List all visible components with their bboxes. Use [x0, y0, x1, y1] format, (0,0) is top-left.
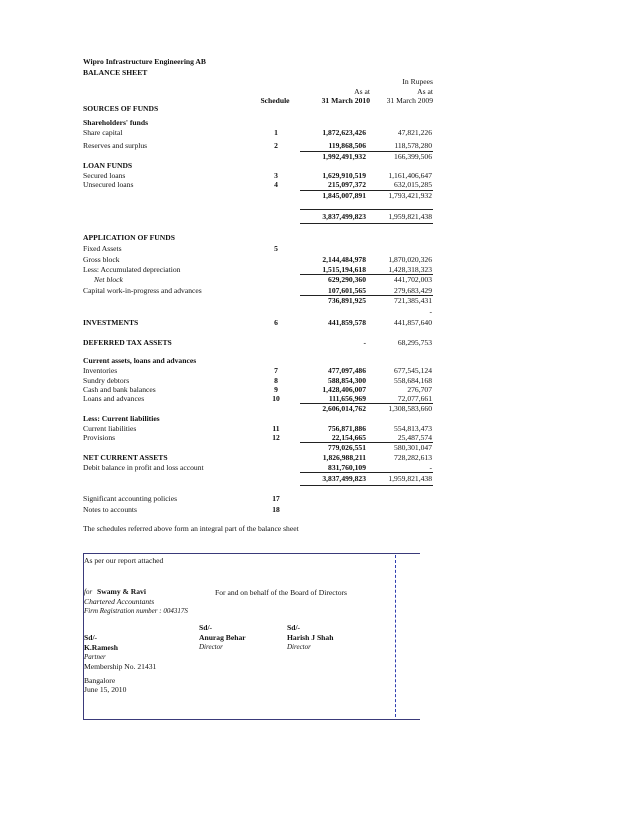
row-label: DEFERRED TAX ASSETS [83, 338, 172, 347]
schedule-header: Schedule [260, 96, 290, 105]
row-prior: 441,857,640 [394, 318, 432, 327]
row-current: 629,290,360 [328, 275, 366, 284]
membership-number: Membership No. 21431 [84, 662, 157, 671]
row-prior: 47,821,226 [397, 128, 432, 137]
row-prior: 279,683,429 [394, 286, 432, 295]
row-current: 119,868,506 [328, 141, 366, 150]
row-current: 736,891,925 [328, 296, 366, 305]
row-schedule: 4 [274, 180, 278, 189]
partner-role: Partner [84, 653, 106, 661]
row-schedule: 8 [274, 376, 278, 385]
document-title: BALANCE SHEET [83, 68, 148, 77]
loan-funds-heading: LOAN FUNDS [83, 161, 133, 170]
row-label: Cash and bank balances [83, 385, 156, 394]
date-prior-header: 31 March 2009 [386, 96, 433, 105]
company-name: Wipro Infrastructure Engineering AB [83, 57, 206, 66]
signature-box [83, 553, 420, 720]
row-prior: 1,870,020,326 [388, 255, 432, 264]
for-word: for [84, 588, 93, 596]
row-schedule: 12 [272, 433, 280, 442]
row-prior: 1,793,421,932 [388, 191, 432, 200]
row-schedule: 11 [272, 424, 280, 433]
row-label: Share capital [83, 128, 123, 137]
partner-name: K.Ramesh [84, 643, 118, 652]
row-current: 1,826,988,211 [322, 453, 366, 462]
row-label: Provisions [83, 433, 116, 442]
row-current: 2,144,484,978 [322, 255, 366, 264]
row-prior: 554,813,473 [394, 424, 432, 433]
row-schedule: 3 [274, 171, 278, 180]
row-prior: 580,301,047 [394, 443, 432, 452]
firm-name: Swamy & Ravi [97, 587, 146, 596]
report-attached: As per our report attached [84, 556, 164, 565]
row-current: 1,428,406,007 [322, 385, 366, 394]
row-label: Inventories [83, 366, 118, 375]
shareholders-heading: Shareholders' funds [83, 118, 149, 127]
row-current: 1,629,910,519 [322, 171, 366, 180]
row-prior: 1,428,318,323 [388, 265, 432, 274]
row-schedule: 7 [274, 366, 278, 375]
row-label: Debit balance in profit and loss account [83, 463, 204, 472]
director1-name: Anurag Behar [199, 633, 246, 642]
row-current: 779,026,551 [328, 443, 366, 452]
row-current: 441,859,578 [328, 318, 366, 327]
row-label: Secured loans [83, 171, 126, 180]
director2-name: Harish J Shah [287, 633, 334, 642]
row-prior: 721,385,431 [394, 296, 432, 305]
row-current: 477,097,486 [328, 366, 366, 375]
date-current-header: 31 March 2010 [321, 96, 370, 105]
sources-heading: SOURCES OF FUNDS [83, 104, 159, 113]
row-label: Net block [94, 275, 123, 284]
row-schedule: 10 [272, 394, 280, 403]
row-prior: - [429, 463, 432, 472]
row-label: Reserves and surplus [83, 141, 148, 150]
chartered-accountants: Chartered Accountants [84, 597, 155, 606]
row-label: Unsecured loans [83, 180, 134, 189]
row-label: Fixed Assets [83, 244, 122, 253]
row-prior: 68,295,753 [397, 338, 432, 347]
partner-sd: Sd/- [84, 633, 98, 642]
row-prior: 728,282,613 [394, 453, 432, 462]
row-current: 3,837,499,823 [322, 474, 366, 483]
divider [300, 209, 433, 210]
row-current: 107,601,565 [328, 286, 366, 295]
row-schedule: 5 [274, 244, 278, 253]
director1-sd: Sd/- [199, 623, 213, 632]
director1-role: Director [199, 643, 223, 651]
row-prior: 1,959,821,438 [388, 212, 432, 221]
row-prior: 72,077,661 [397, 394, 432, 403]
row-current: 588,854,300 [328, 376, 366, 385]
row-schedule: 9 [274, 385, 278, 394]
row-current: 22,154,665 [331, 433, 366, 442]
row-prior: 166,399,506 [394, 152, 432, 161]
row-current: 1,845,007,891 [322, 191, 366, 200]
application-heading: APPLICATION OF FUNDS [83, 233, 175, 242]
row-current: 831,760,109 [328, 463, 366, 472]
director2-role: Director [287, 643, 311, 651]
row-prior: 1,959,821,438 [388, 474, 432, 483]
divider [300, 223, 433, 224]
row-label: Significant accounting policies [83, 494, 178, 503]
row-prior: 632,015,285 [394, 180, 432, 189]
divider [300, 485, 433, 486]
row-current: - [363, 338, 366, 347]
row-prior: 441,702,003 [394, 275, 432, 284]
row-current: 1,872,623,426 [322, 128, 366, 137]
row-label: Capital work-in-progress and advances [83, 286, 202, 295]
integral-note: The schedules referred above form an integral part of the balance sheet [83, 524, 299, 533]
board-note: For and on behalf of the Board of Directors [215, 588, 348, 597]
row-prior: 1,308,583,660 [388, 404, 432, 413]
row-label: Loans and advances [83, 394, 145, 403]
row-label: Sundry debtors [83, 376, 130, 385]
row-prior: 558,684,168 [394, 376, 432, 385]
registration-number: Firm Registration number : 004317S [84, 607, 188, 615]
place: Bangalore [84, 676, 116, 685]
row-schedule: 18 [272, 505, 280, 514]
row-current: 215,097,372 [328, 180, 366, 189]
as-at-current-label: As at [354, 87, 370, 96]
row-label: INVESTMENTS [83, 318, 139, 327]
director2-sd: Sd/- [287, 623, 301, 632]
row-current: 756,871,886 [328, 424, 366, 433]
row-current: 1,992,491,932 [322, 152, 366, 161]
row-current: 2,606,014,762 [322, 404, 366, 413]
row-schedule: 1 [274, 128, 278, 137]
current-assets-heading: Current assets, loans and advances [83, 356, 197, 365]
divider [300, 472, 433, 473]
row-current: 111,656,969 [328, 394, 366, 403]
row-prior: 677,545,124 [394, 366, 432, 375]
page-break-line [395, 555, 396, 717]
currency-note: In Rupees [402, 77, 433, 86]
row-label: Less: Accumulated depreciation [83, 265, 181, 274]
row-label: Gross block [83, 255, 120, 264]
row-schedule: 2 [274, 141, 278, 150]
sign-date: June 15, 2010 [84, 685, 127, 694]
row-label: Notes to accounts [83, 505, 137, 514]
row-label: Current liabilities [83, 424, 137, 433]
dash-mark: - [429, 307, 432, 316]
row-prior: 25,487,574 [397, 433, 432, 442]
row-prior: 276,707 [407, 385, 432, 394]
row-current: 1,515,194,618 [322, 265, 366, 274]
as-at-prior-label: As at [417, 87, 433, 96]
row-prior: 1,161,406,647 [388, 171, 432, 180]
current-liabilities-heading: Less: Current liabilities [83, 414, 160, 423]
row-prior: 118,578,280 [394, 141, 432, 150]
row-schedule: 17 [272, 494, 280, 503]
row-label: NET CURRENT ASSETS [83, 453, 168, 462]
row-schedule: 6 [274, 318, 278, 327]
row-current: 3,837,499,823 [322, 212, 366, 221]
